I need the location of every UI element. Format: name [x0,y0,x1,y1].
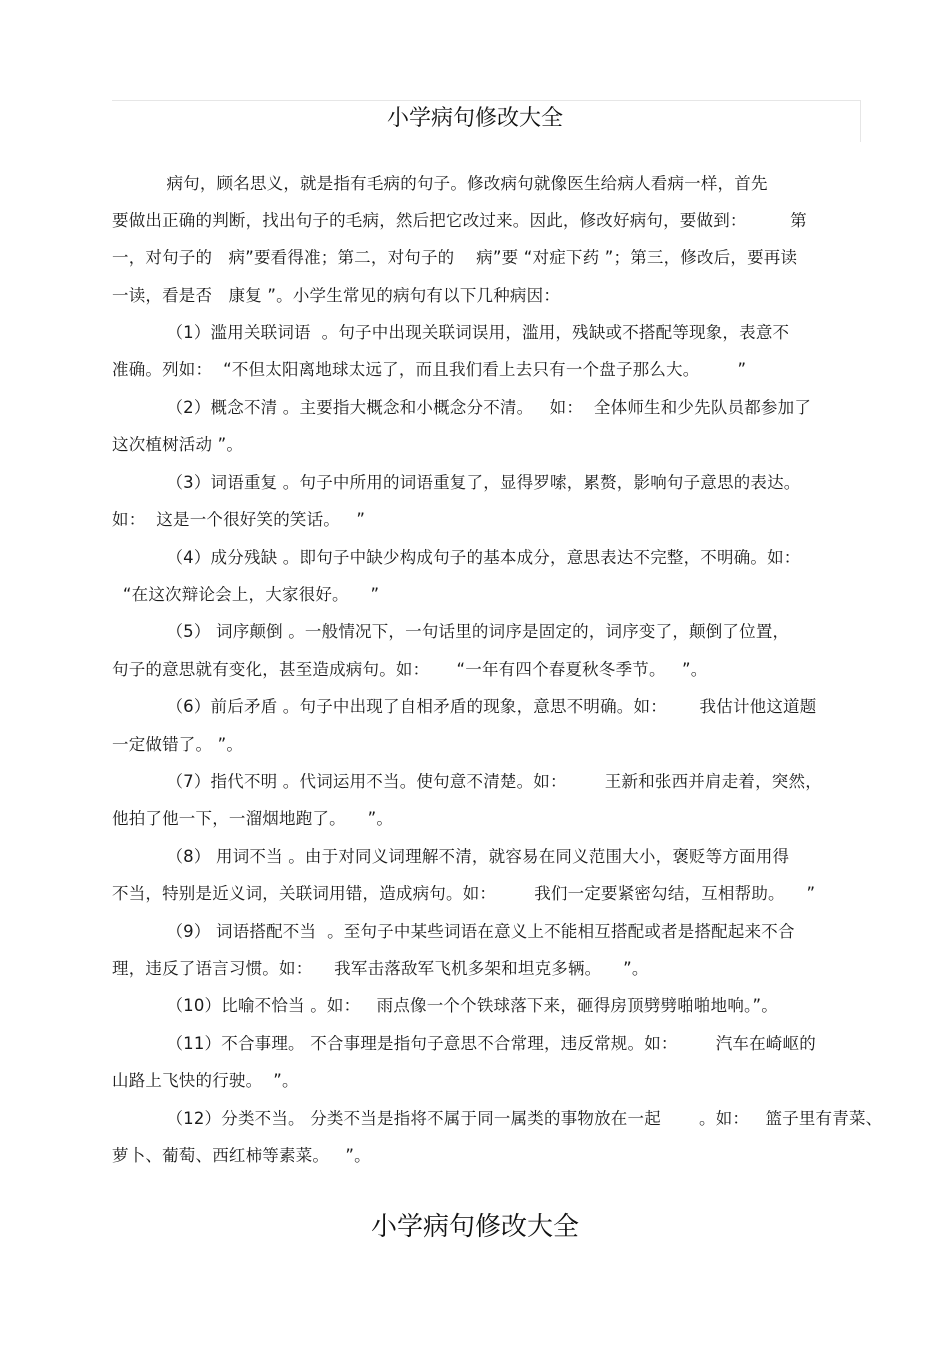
body-line: 理，违反了语言习惯。如： 我军击落敌军飞机多架和坦克多辆。 ”。 [112,959,649,978]
body-line: 不当，特别是近义词，关联词用错，造成病句。如： 我们一定要紧密勾结，互相帮助。 ” [112,884,816,903]
body-line: （1）滥用关联词语 。句子中出现关联词误用，滥用，残缺或不搭配等现象，表意不 [112,323,790,342]
body-line: “在这次辩论会上，大家很好。 ” [112,585,380,604]
body-line: 一读，看是否 康复 ”。小学生常见的病句有以下几种病因： [112,286,561,305]
body-line: （5） 词序颠倒 。一般情况下，一句话里的词序是固定的，词序变了，颠倒了位置， [112,622,790,641]
body-line: （11）不合事理。 不合事理是指句子意思不合常理，违反常规。如： 汽车在崎岖的 [112,1034,816,1053]
body-line: 萝卜、葡萄、西红柿等素菜。 ”。 [112,1146,371,1165]
body-line: （7）指代不明 。代词运用不当。使句意不清楚。如： 王新和张西并肩走着，突然， [112,772,822,791]
body-line: 山路上飞快的行驶。 ”。 [112,1071,299,1090]
page-title-repeat: 小学病句修改大全 [370,1212,579,1242]
body-line: 这次植树活动 ”。 [112,435,244,454]
body-line: （4）成分残缺 。即句子中缺少构成句子的基本成分，意思表达不完整，不明确。如： [112,548,801,567]
body-line: （10）比喻不恰当 。如： 雨点像一个个铁球落下来，砸得房顶劈劈啪啪地响。”。 [112,996,778,1015]
body-line: 准确。列如： “不但太阳离地球太远了，而且我们看上去只有一个盘子那么大。 ” [112,360,747,379]
page-title: 小学病句修改大全 [386,106,563,131]
body-line: 如： 这是一个很好笑的笑话。 ” [112,510,366,529]
body-line: 他拍了他一下，一溜烟地跑了。 ”。 [112,809,394,828]
body-line: （12）分类不当。 分类不当是指将不属于同一属类的事物放在一起 。如： 篮子里有青菜、 [112,1109,883,1128]
body-line: 一，对句子的 病”要看得准；第二，对句子的 病”要 “对症下药 ”；第三，修改后，要再读 [112,248,798,267]
body-line: （3）词语重复 。句子中所用的词语重复了，显得罗嗦，累赘，影响句子意思的表达。 [112,473,801,492]
body-line: 要做出正确的判断，找出句子的毛病，然后把它改过来。因此，修改好病句，要做到： 第 [112,211,807,230]
body-line: （2）概念不清 。主要指大概念和小概念分不清。 如： 全体师生和少先队员都参加了 [112,398,812,417]
body-line: （6）前后矛盾 。句子中出现了自相矛盾的现象，意思不明确。如： 我估计他这道题 [112,697,817,716]
body-line: 一定做错了。 ”。 [112,735,244,754]
body-line: 病句，顾名思义，就是指有毛病的句子。修改病句就像医生给病人看病一样，首先 [112,174,768,193]
body-line: （9） 词语搭配不当 。至句子中某些词语在意义上不能相互搭配或者是搭配起来不合 [112,922,795,941]
body-line: （8） 用词不当 。由于对同义词理解不清，就容易在同义范围大小，褒贬等方面用得 [112,847,790,866]
body-line: 句子的意思就有变化，甚至造成病句。如： “一年有四个春夏秋冬季节。 ”。 [112,660,708,679]
